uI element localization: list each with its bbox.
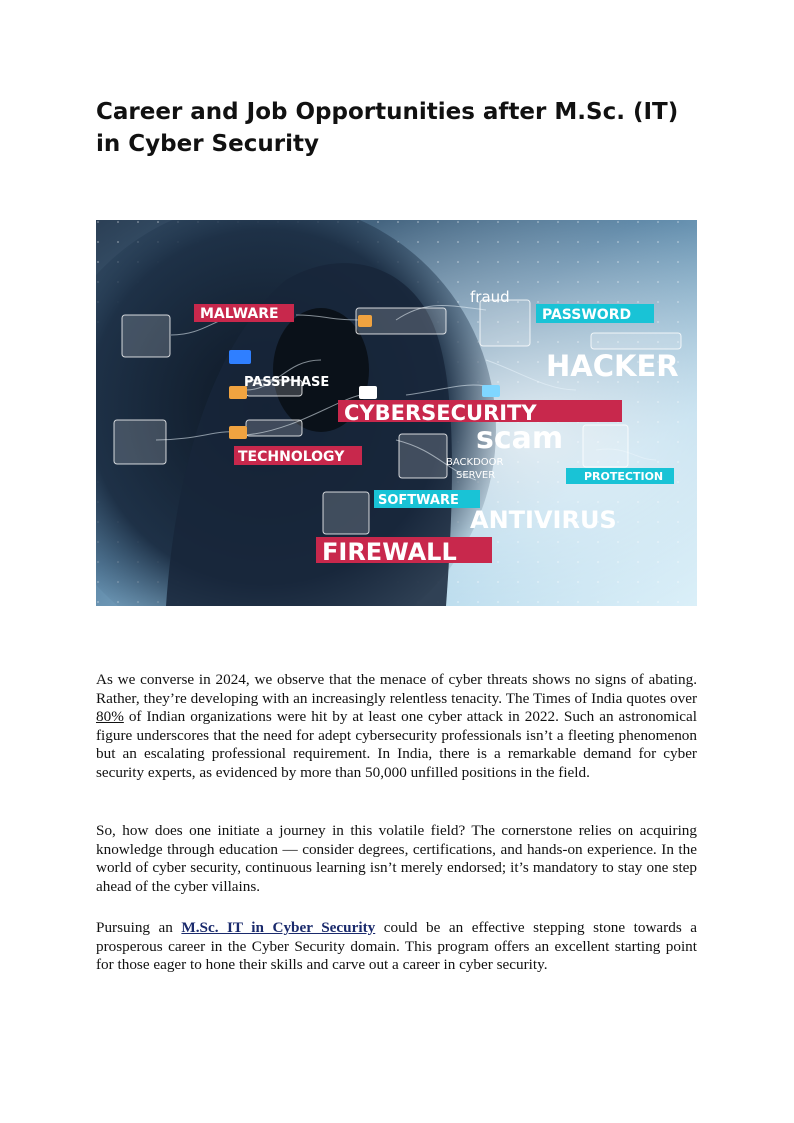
paragraph-education: So, how does one initiate a journey in this volatile field? The cornerstone relies on acquiring knowledge through education — consider degrees, certifications, and hands-on experience. In the world of cyber security, continuous learning isn’t merely endorsed; it’s mandatory to stay one step ahead of the cyber villains. (96, 822, 697, 895)
keyword-password (536, 304, 654, 323)
link-80-percent[interactable]: 80% (96, 708, 124, 725)
keyword-backdoor: BACKDOOR (446, 457, 504, 468)
paragraph-program (96, 919, 697, 975)
keyword-antivirus: ANTIVIRUS (470, 506, 617, 534)
page-title: Career and Job Opportunities after M.Sc. (IT) in Cyber Security (96, 99, 679, 157)
keyword-hacker: HACKER (546, 349, 679, 383)
paragraph-program-text-b: could be an effective stepping stone towards a prosperous career in the Cyber Security domain. This program offers an excellent starting point for those eager to hone their skills and carve out a career in cyber security. (96, 919, 697, 973)
keyword-software (374, 490, 480, 508)
paragraph-intro-text-a: As we converse in 2024, we observe that the menace of cyber threats shows no signs of abating. Rather, they’re developing with an increasingly relentless tenacity. The Times of India quotes over (96, 671, 697, 707)
keyword-protection (566, 468, 674, 484)
keyword-technology (234, 446, 362, 465)
keyword-scam: scam (476, 421, 564, 456)
svg-text:SOFTWARE: SOFTWARE (378, 493, 459, 508)
keyword-firewall (316, 537, 492, 566)
paragraph-program-text-a: Pursuing an (96, 919, 182, 936)
keyword-passphase: PASSPHASE (244, 375, 330, 390)
link-msc-it-cyber-security[interactable]: M.Sc. IT in Cyber Security (181, 919, 376, 936)
svg-text:TECHNOLOGY: TECHNOLOGY (238, 449, 345, 465)
svg-text:PASSWORD: PASSWORD (542, 307, 632, 323)
paragraph-intro-text-b: of Indian organizations were hit by at least one cyber attack in 2022. Such an astronomical figure underscores that the need for adept cybersecurity professionals isn’t a fleeting phenomenon but an escalating professional requirement. In India, there is a remarkable demand for cyber security experts, as evidenced by more than 50,000 unfilled positions in the field. (96, 708, 697, 781)
paragraph-intro (96, 671, 697, 782)
keyword-fraud: fraud (470, 288, 510, 306)
svg-text:CYBERSECURITY: CYBERSECURITY (344, 401, 537, 425)
svg-text:FIREWALL: FIREWALL (322, 538, 457, 566)
keyword-malware (194, 304, 294, 322)
hero-image (96, 220, 697, 606)
svg-text:MALWARE: MALWARE (200, 306, 279, 322)
svg-text:PROTECTION: PROTECTION (584, 470, 664, 483)
keyword-server: SERVER (456, 470, 496, 481)
